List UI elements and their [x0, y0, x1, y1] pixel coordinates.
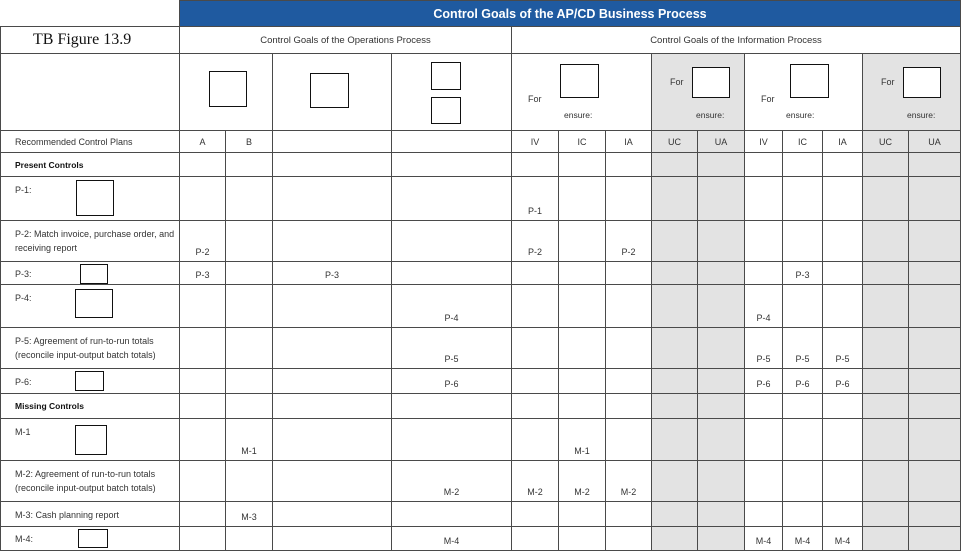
- matrix-cell: [559, 328, 606, 369]
- matrix-cell: P-3: [783, 262, 823, 285]
- control-row: [1, 177, 961, 221]
- matrix-cell: [559, 527, 606, 551]
- goal-blanks-row: [1, 54, 961, 131]
- column-code-header: B: [226, 131, 273, 153]
- matrix-cell: P-6: [745, 369, 783, 394]
- column-code-header: IA: [823, 131, 863, 153]
- matrix-cell: [559, 221, 606, 262]
- for-label: For: [528, 94, 542, 104]
- matrix-cell: [512, 527, 559, 551]
- matrix-cell: [698, 502, 745, 527]
- answer-blank: [790, 64, 829, 98]
- matrix-cell: [392, 419, 512, 461]
- matrix-cell: [392, 502, 512, 527]
- answer-blank: [560, 64, 599, 98]
- answer-blank: [692, 67, 730, 98]
- matrix-cell: [652, 177, 698, 221]
- matrix-cell: [226, 221, 273, 262]
- control-plan-label: M-4:: [1, 527, 180, 551]
- matrix-cell: [512, 285, 559, 328]
- matrix-cell: P-2: [512, 221, 559, 262]
- section-row: [1, 394, 961, 419]
- matrix-cell: [652, 419, 698, 461]
- matrix-cell: P-4: [745, 285, 783, 328]
- matrix-cell: M-1: [559, 419, 606, 461]
- answer-blank: [431, 62, 461, 90]
- answer-blank: [80, 264, 108, 284]
- matrix-cell: [652, 502, 698, 527]
- group-row: [1, 27, 961, 54]
- column-code-header: IC: [783, 131, 823, 153]
- operations-group-header: Control Goals of the Operations Process: [180, 27, 512, 54]
- column-code-header: IV: [745, 131, 783, 153]
- section-row: [1, 153, 961, 177]
- matrix-cell: [698, 262, 745, 285]
- matrix-cell: [273, 419, 392, 461]
- answer-blank: [209, 71, 247, 107]
- matrix-cell: [273, 285, 392, 328]
- matrix-cell: [823, 461, 863, 502]
- column-code-header: A: [180, 131, 226, 153]
- for-label: For: [761, 94, 775, 104]
- matrix-cell: [606, 285, 652, 328]
- matrix-cell: [559, 262, 606, 285]
- matrix-cell: [512, 369, 559, 394]
- matrix-cell: [745, 177, 783, 221]
- matrix-cell: P-2: [180, 221, 226, 262]
- information-group-header: Control Goals of the Information Process: [512, 27, 961, 54]
- control-plan-label: M-3: Cash planning report: [1, 502, 180, 527]
- answer-blank: [431, 97, 461, 124]
- matrix-cell: [606, 369, 652, 394]
- matrix-cell: [180, 461, 226, 502]
- goal-update-cell-2: [863, 54, 961, 131]
- matrix-cell: [606, 262, 652, 285]
- matrix-cell: [909, 328, 961, 369]
- column-code-header: UC: [863, 131, 909, 153]
- matrix-cell: [863, 502, 909, 527]
- matrix-cell: M-2: [606, 461, 652, 502]
- control-plan-label: P-5: Agreement of run-to-run totals (reconcile input-output batch totals): [1, 328, 180, 369]
- matrix-cell: [512, 502, 559, 527]
- matrix-cell: [652, 285, 698, 328]
- matrix-cell: [698, 461, 745, 502]
- matrix-cell: P-4: [392, 285, 512, 328]
- matrix-cell: [909, 419, 961, 461]
- matrix-cell: [745, 502, 783, 527]
- control-row: [1, 527, 961, 551]
- answer-blank: [75, 425, 107, 455]
- matrix-cell: [863, 527, 909, 551]
- matrix-cell: [823, 419, 863, 461]
- control-plan-label: M-1: [1, 419, 180, 461]
- matrix-cell: [823, 221, 863, 262]
- matrix-cell: [652, 369, 698, 394]
- matrix-cell: M-4: [823, 527, 863, 551]
- control-plan-label: M-2: Agreement of run-to-run totals (reconcile input-output batch totals): [1, 461, 180, 502]
- matrix-cell: P-3: [180, 262, 226, 285]
- matrix-cell: [823, 177, 863, 221]
- matrix-cell: M-1: [226, 419, 273, 461]
- answer-blank: [76, 180, 114, 216]
- control-plan-label: P-4:: [1, 285, 180, 328]
- matrix-cell: [823, 262, 863, 285]
- matrix-cell: [559, 369, 606, 394]
- matrix-cell: [180, 369, 226, 394]
- matrix-cell: [823, 285, 863, 328]
- control-plan-label: P-6:: [1, 369, 180, 394]
- column-code-header: UA: [909, 131, 961, 153]
- goal-input-cell-2: [745, 54, 863, 131]
- matrix-cell: P-6: [392, 369, 512, 394]
- matrix-cell: [863, 221, 909, 262]
- matrix-cell: [180, 177, 226, 221]
- ensure-label: ensure:: [696, 110, 725, 120]
- matrix-cell: [909, 527, 961, 551]
- matrix-cell: [909, 285, 961, 328]
- matrix-cell: P-1: [512, 177, 559, 221]
- answer-blank: [75, 371, 104, 391]
- control-plan-label: P-3:: [1, 262, 180, 285]
- matrix-cell: [909, 262, 961, 285]
- matrix-cell: P-5: [392, 328, 512, 369]
- matrix-cell: [392, 221, 512, 262]
- control-plan-label: P-2: Match invoice, purchase order, and receiving report: [1, 221, 180, 262]
- control-row: [1, 285, 961, 328]
- matrix-cell: [606, 527, 652, 551]
- banner-title: Control Goals of the AP/CD Business Process: [180, 1, 961, 27]
- matrix-cell: [823, 502, 863, 527]
- matrix-cell: [606, 419, 652, 461]
- matrix-cell: [512, 328, 559, 369]
- matrix-cell: [512, 262, 559, 285]
- matrix-cell: [226, 262, 273, 285]
- matrix-cell: [606, 177, 652, 221]
- matrix-cell: [698, 221, 745, 262]
- matrix-cell: [863, 461, 909, 502]
- matrix-cell: [512, 419, 559, 461]
- figure-label: TB Figure 13.9: [1, 27, 180, 54]
- matrix-cell: [652, 527, 698, 551]
- matrix-cell: M-2: [559, 461, 606, 502]
- banner-row: [1, 1, 961, 27]
- matrix-cell: P-5: [823, 328, 863, 369]
- matrix-cell: [226, 177, 273, 221]
- ensure-label: ensure:: [907, 110, 936, 120]
- matrix-cell: [909, 502, 961, 527]
- column-code-header: IV: [512, 131, 559, 153]
- matrix-cell: [273, 502, 392, 527]
- column-code-header: IA: [606, 131, 652, 153]
- control-plan-label: P-1:: [1, 177, 180, 221]
- control-row: [1, 419, 961, 461]
- matrix-cell: [180, 527, 226, 551]
- matrix-cell: [606, 328, 652, 369]
- for-label: For: [670, 77, 684, 87]
- control-row: [1, 328, 961, 369]
- matrix-cell: [909, 177, 961, 221]
- matrix-cell: [783, 419, 823, 461]
- matrix-cell: M-4: [783, 527, 823, 551]
- matrix-cell: [180, 328, 226, 369]
- matrix-cell: M-4: [392, 527, 512, 551]
- goal-update-cell: [652, 54, 745, 131]
- matrix-cell: [392, 177, 512, 221]
- matrix-cell: [783, 502, 823, 527]
- matrix-cell: P-5: [783, 328, 823, 369]
- ensure-label: ensure:: [564, 110, 593, 120]
- control-row: [1, 369, 961, 394]
- matrix-cell: [783, 177, 823, 221]
- matrix-cell: [652, 262, 698, 285]
- matrix-cell: [606, 502, 652, 527]
- matrix-cell: [909, 221, 961, 262]
- answer-blank: [310, 73, 349, 108]
- matrix-cell: [909, 461, 961, 502]
- column-code-header: [392, 131, 512, 153]
- matrix-cell: [652, 461, 698, 502]
- matrix-cell: [783, 461, 823, 502]
- for-label: For: [881, 77, 895, 87]
- goal-d-cell: [392, 54, 512, 131]
- matrix-cell: [652, 328, 698, 369]
- matrix-cell: [559, 285, 606, 328]
- column-code-header: UC: [652, 131, 698, 153]
- matrix-cell: [783, 285, 823, 328]
- matrix-cell: [698, 285, 745, 328]
- matrix-cell: [863, 328, 909, 369]
- column-code-row: [1, 131, 961, 153]
- matrix-cell: [180, 285, 226, 328]
- matrix-cell: M-2: [512, 461, 559, 502]
- matrix-cell: [909, 369, 961, 394]
- matrix-cell: M-4: [745, 527, 783, 551]
- control-row: [1, 262, 961, 285]
- answer-blank: [78, 529, 108, 548]
- matrix-cell: [180, 419, 226, 461]
- matrix-cell: [745, 221, 783, 262]
- matrix-cell: [863, 285, 909, 328]
- matrix-cell: [226, 461, 273, 502]
- matrix-cell: [863, 369, 909, 394]
- matrix-cell: P-5: [745, 328, 783, 369]
- matrix-cell: [559, 177, 606, 221]
- matrix-cell: [273, 461, 392, 502]
- column-code-header: IC: [559, 131, 606, 153]
- matrix-cell: [226, 328, 273, 369]
- matrix-cell: P-6: [823, 369, 863, 394]
- ensure-label: ensure:: [786, 110, 815, 120]
- matrix-cell: [180, 502, 226, 527]
- matrix-cell: [745, 419, 783, 461]
- matrix-cell: [863, 262, 909, 285]
- matrix-cell: M-3: [226, 502, 273, 527]
- missing-controls-header: Missing Controls: [1, 394, 180, 419]
- control-row: [1, 221, 961, 262]
- matrix-cell: [392, 262, 512, 285]
- control-row: [1, 502, 961, 527]
- answer-blank: [75, 289, 113, 318]
- column-code-header: UA: [698, 131, 745, 153]
- column-code-header: [273, 131, 392, 153]
- goal-input-cell: [512, 54, 652, 131]
- matrix-cell: P-6: [783, 369, 823, 394]
- matrix-cell: [273, 527, 392, 551]
- goal-a-b-cell: [180, 54, 273, 131]
- matrix-cell: [273, 177, 392, 221]
- matrix-cell: [698, 369, 745, 394]
- matrix-cell: [745, 461, 783, 502]
- matrix-cell: P-2: [606, 221, 652, 262]
- matrix-cell: [273, 369, 392, 394]
- goal-c-cell: [273, 54, 392, 131]
- matrix-cell: [745, 262, 783, 285]
- matrix-cell: [273, 328, 392, 369]
- matrix-cell: [226, 369, 273, 394]
- present-controls-header: Present Controls: [1, 153, 180, 177]
- matrix-cell: M-2: [392, 461, 512, 502]
- answer-blank: [903, 67, 941, 98]
- matrix-cell: [863, 177, 909, 221]
- matrix-cell: [698, 419, 745, 461]
- matrix-cell: [698, 328, 745, 369]
- matrix-cell: [226, 285, 273, 328]
- matrix-cell: [226, 527, 273, 551]
- matrix-cell: P-3: [273, 262, 392, 285]
- matrix-cell: [698, 177, 745, 221]
- matrix-cell: [559, 502, 606, 527]
- matrix-cell: [863, 419, 909, 461]
- matrix-cell: [652, 221, 698, 262]
- matrix-cell: [783, 221, 823, 262]
- plans-column-header: Recommended Control Plans: [1, 131, 180, 153]
- matrix-cell: [698, 527, 745, 551]
- matrix-cell: [273, 221, 392, 262]
- control-row: [1, 461, 961, 502]
